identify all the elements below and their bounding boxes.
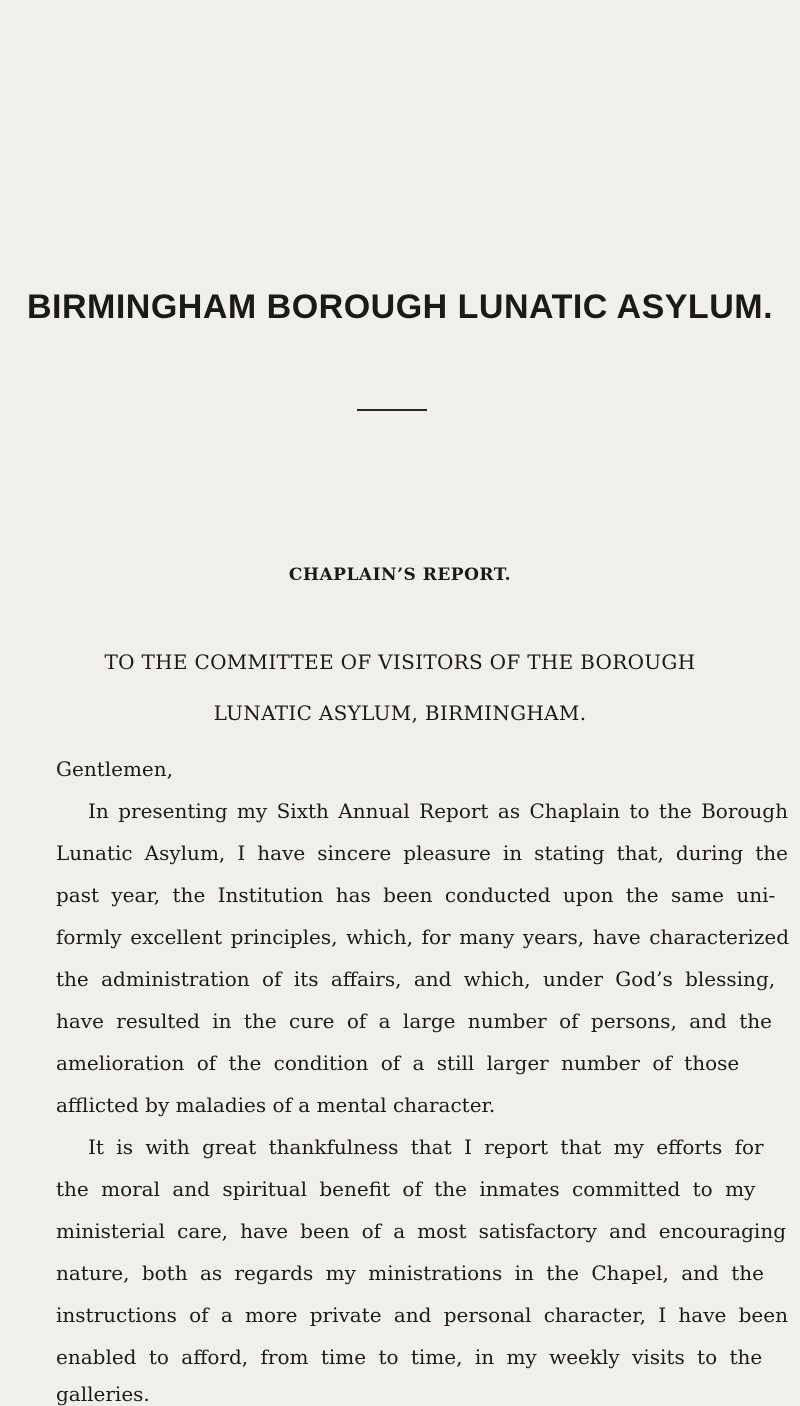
paragraph-2-line: the moral and spiritual benefit of the inmates committed to my: [56, 1177, 756, 1201]
paragraph-1-line: past year, the Institution has been conducted upon the same uni-: [56, 883, 776, 907]
paragraph-2-line: ministerial care, have been of a most satisfactory and encouraging: [56, 1219, 786, 1243]
paragraph-1-line: afflicted by maladies of a mental character.: [56, 1093, 496, 1117]
paragraph-2-line: instructions of a more private and personal character, I have been: [56, 1303, 788, 1327]
title-divider: [357, 409, 427, 411]
paragraph-1-line: the administration of its affairs, and which, under God’s blessing,: [56, 967, 776, 991]
paragraph-2-line: galleries.: [56, 1382, 150, 1406]
salutation: Gentlemen,: [56, 757, 174, 781]
address-line: LUNATIC ASYLUM, BIRMINGHAM.: [213, 701, 587, 725]
paragraph-2-line: nature, both as regards my ministrations in the Chapel, and the: [56, 1261, 764, 1285]
paragraph-2-line: It is with great thankfulness that I report that my efforts for: [88, 1135, 764, 1159]
address-line: TO THE COMMITTEE OF VISITORS OF THE BOROUGH: [104, 650, 696, 674]
paragraph-1-line: Lunatic Asylum, I have sincere pleasure in stating that, during the: [56, 841, 788, 865]
report-title: CHAPLAIN’S REPORT.: [288, 565, 512, 585]
paragraph-1-line: formly excellent principles, which, for many years, have characterized: [56, 925, 789, 949]
paragraph-1-line: amelioration of the condition of a still larger number of those: [56, 1051, 740, 1075]
paragraph-1-line: have resulted in the cure of a large number of persons, and the: [56, 1009, 772, 1033]
institution-title: BIRMINGHAM BOROUGH LUNATIC ASYLUM.: [26, 288, 774, 326]
paragraph-1-line: In presenting my Sixth Annual Report as Chaplain to the Borough: [88, 799, 788, 823]
paragraph-2-line: enabled to afford, from time to time, in my weekly visits to the: [56, 1345, 763, 1369]
